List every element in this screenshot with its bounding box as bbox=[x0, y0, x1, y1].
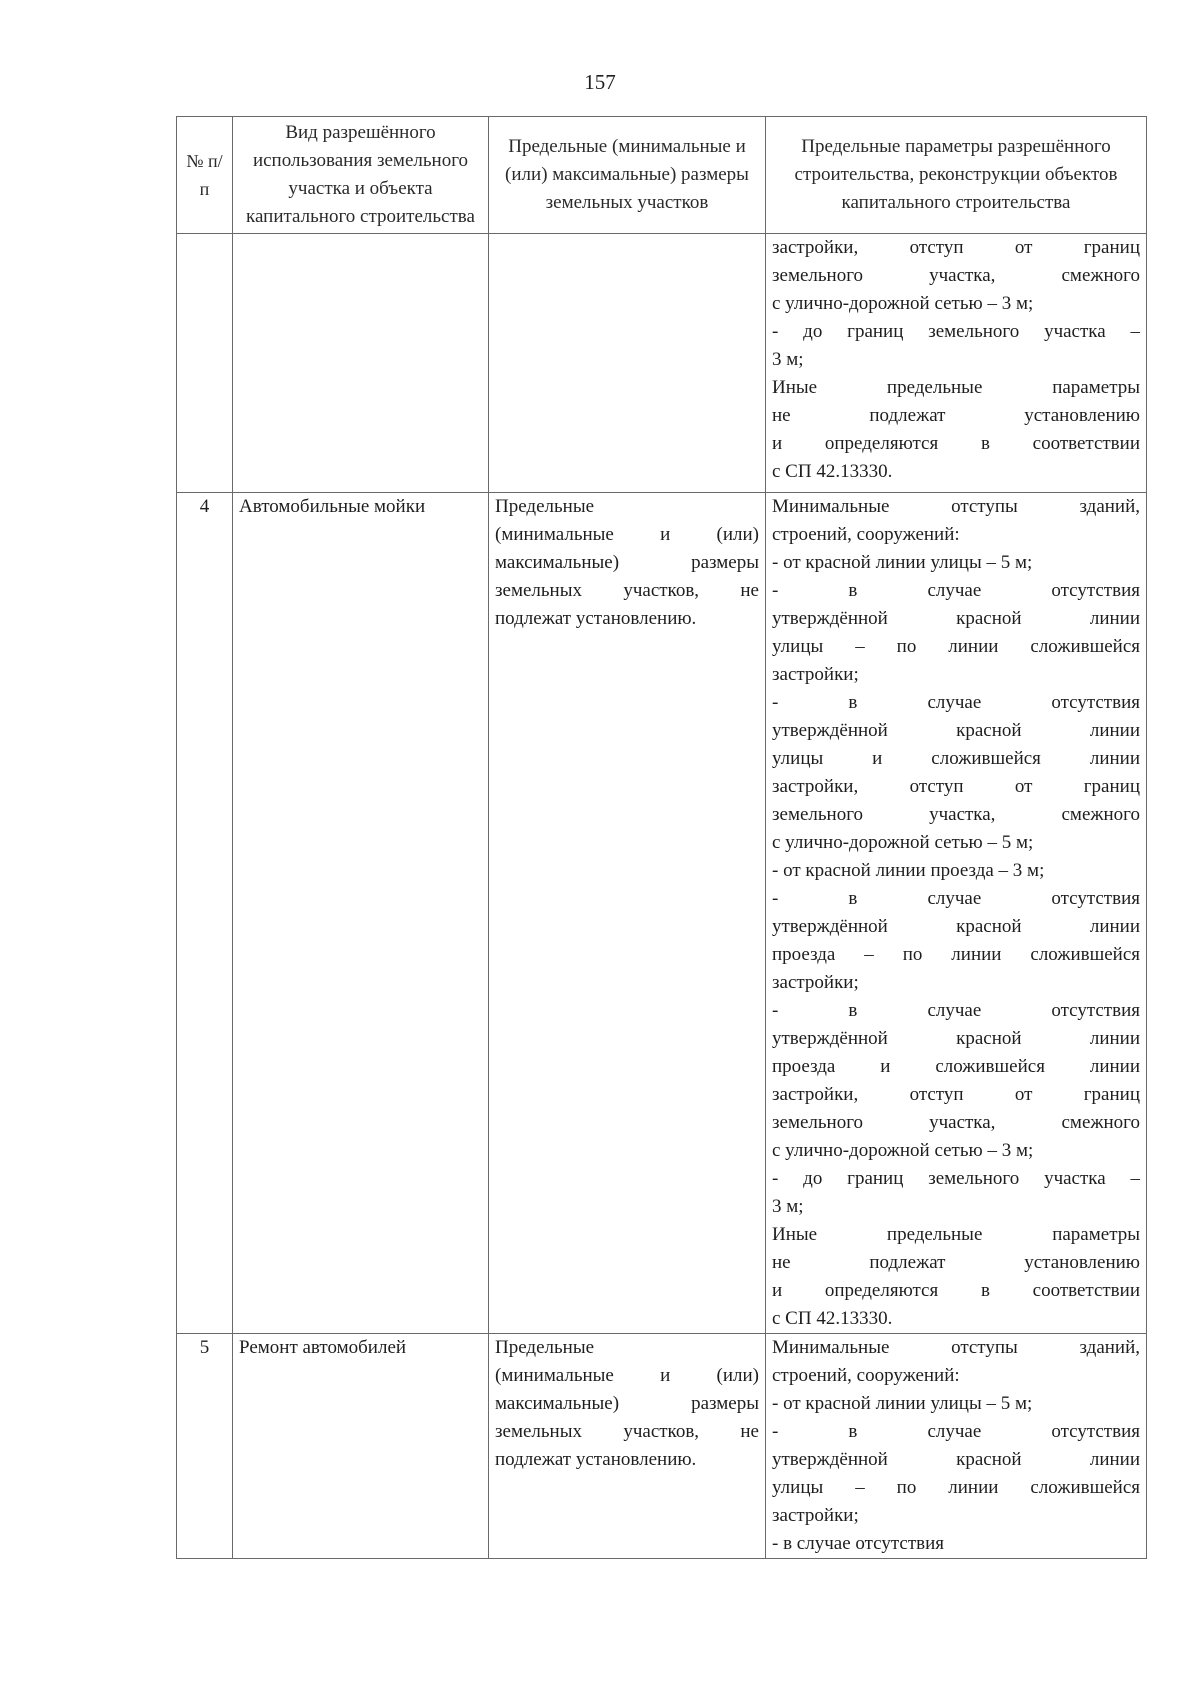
cell-build-params bbox=[766, 1334, 1147, 1559]
cell-text-line: - от красной линии улицы – 5 м; bbox=[772, 1393, 1033, 1414]
header-plot-size: Предельные (минимальные и (или) максимальные) размеры земельных участков bbox=[489, 117, 766, 234]
cell-text-line: Предельные bbox=[495, 1337, 595, 1358]
cell-text-line: с улично-дорожной сетью – 5 м; bbox=[772, 832, 1034, 853]
page-number: 157 bbox=[584, 70, 616, 94]
cell-text-line: - в случае отсутствия bbox=[772, 692, 1140, 713]
cell-text-line: подлежат установлению. bbox=[495, 1449, 697, 1470]
cell-text-line: строений, сооружений: bbox=[772, 1365, 960, 1386]
cell-text-line: утверждённой красной линии bbox=[772, 720, 1140, 741]
cell-text-line: максимальные) размеры bbox=[495, 552, 759, 573]
cell-build-params bbox=[766, 493, 1147, 1334]
cell-text-line: - в случае отсутствия bbox=[772, 1000, 1140, 1021]
cell-text-line: 3 м; bbox=[772, 1196, 804, 1217]
cell-text-line: не подлежат установлению bbox=[772, 405, 1140, 426]
cell-text-line: - в случае отсутствия bbox=[772, 1533, 945, 1554]
cell-text-line: застройки; bbox=[772, 972, 859, 993]
cell-text-line: - в случае отсутствия bbox=[772, 888, 1140, 909]
cell-text-line: - до границ земельного участка – bbox=[772, 321, 1140, 342]
cell-text-line: проезда и сложившейся линии bbox=[772, 1056, 1140, 1077]
cell-text-line: - до границ земельного участка – bbox=[772, 1168, 1140, 1189]
cell-text-line: утверждённой красной линии bbox=[772, 1028, 1140, 1049]
header-use-type: Вид разрешённого использования земельного участка и объекта капитального строительства bbox=[233, 117, 489, 234]
cell-text-line: и определяются в соответствии bbox=[772, 433, 1140, 454]
cell-text-line: Предельные bbox=[495, 496, 595, 517]
cell-text-line: и определяются в соответствии bbox=[772, 1280, 1140, 1301]
cell-text-line: земельного участка, смежного bbox=[772, 1112, 1140, 1133]
cell-text-line: земельного участка, смежного bbox=[772, 804, 1140, 825]
cell-text-line: с улично-дорожной сетью – 3 м; bbox=[772, 1140, 1034, 1161]
cell-text-line: застройки, отступ от границ bbox=[772, 237, 1140, 258]
cell-text-line: земельных участков, не bbox=[495, 580, 759, 601]
cell-plot-size bbox=[489, 1334, 766, 1559]
cell-text-line: утверждённой красной линии bbox=[772, 1449, 1140, 1470]
cell-text-line: утверждённой красной линии bbox=[772, 916, 1140, 937]
cell-text-line: улицы – по линии сложившейся bbox=[772, 636, 1140, 657]
cell-text-line: Минимальные отступы зданий, bbox=[772, 496, 1140, 517]
cell-text-line: - от красной линии улицы – 5 м; bbox=[772, 552, 1033, 573]
cell-text-line: (минимальные и (или) bbox=[495, 1365, 759, 1386]
cell-text-line: застройки; bbox=[772, 1505, 859, 1526]
cell-text-line: с СП 42.13330. bbox=[772, 461, 893, 482]
cell-text-line: застройки, отступ от границ bbox=[772, 1084, 1140, 1105]
cell-text-line: улицы и сложившейся линии bbox=[772, 748, 1140, 769]
cell-text-line: земельного участка, смежного bbox=[772, 265, 1140, 286]
cell-use-type: Ремонт автомобилей bbox=[233, 1334, 489, 1559]
cell-text-line: - от красной линии проезда – 3 м; bbox=[772, 860, 1045, 881]
table-header-row bbox=[177, 117, 1147, 234]
cell-text-line: 3 м; bbox=[772, 349, 804, 370]
cell-text-line: земельных участков, не bbox=[495, 1421, 759, 1442]
cell-text-line: улицы – по линии сложившейся bbox=[772, 1477, 1140, 1498]
cell-text-line: - в случае отсутствия bbox=[772, 580, 1140, 601]
cell-text-line: с СП 42.13330. bbox=[772, 1308, 893, 1329]
cell-build-params bbox=[766, 234, 1147, 493]
cell-text-line: максимальные) размеры bbox=[495, 1393, 759, 1414]
table-row bbox=[177, 1334, 1147, 1559]
cell-text-line: утверждённой красной линии bbox=[772, 608, 1140, 629]
cell-number: 5 bbox=[177, 1334, 233, 1559]
cell-use-type-empty bbox=[233, 234, 489, 493]
cell-text-line: проезда – по линии сложившейся bbox=[772, 944, 1140, 965]
cell-text-line: строений, сооружений: bbox=[772, 524, 960, 545]
cell-number-empty bbox=[177, 234, 233, 493]
cell-use-type: Автомобильные мойки bbox=[233, 493, 489, 1334]
cell-text-line: - в случае отсутствия bbox=[772, 1421, 1140, 1442]
cell-text-line: с улично-дорожной сетью – 3 м; bbox=[772, 293, 1034, 314]
cell-text-line: Иные предельные параметры bbox=[772, 377, 1140, 398]
table-row bbox=[177, 493, 1147, 1334]
cell-plot-size bbox=[489, 493, 766, 1334]
cell-plot-size-empty bbox=[489, 234, 766, 493]
header-build-params: Предельные параметры разрешённого строительства, реконструкции объектов капитального строительства bbox=[766, 117, 1147, 234]
cell-text-line: застройки; bbox=[772, 664, 859, 685]
cell-text-line: подлежат установлению. bbox=[495, 608, 697, 629]
cell-number: 4 bbox=[177, 493, 233, 1334]
cell-text-line: не подлежат установлению bbox=[772, 1252, 1140, 1273]
cell-text-line: Минимальные отступы зданий, bbox=[772, 1337, 1140, 1358]
land-use-parameters-table bbox=[176, 116, 1147, 1559]
cell-text-line: (минимальные и (или) bbox=[495, 524, 759, 545]
cell-text-line: застройки, отступ от границ bbox=[772, 776, 1140, 797]
cell-text-line: Иные предельные параметры bbox=[772, 1224, 1140, 1245]
header-number: № п/п bbox=[177, 117, 233, 234]
table-row-continued bbox=[177, 234, 1147, 493]
